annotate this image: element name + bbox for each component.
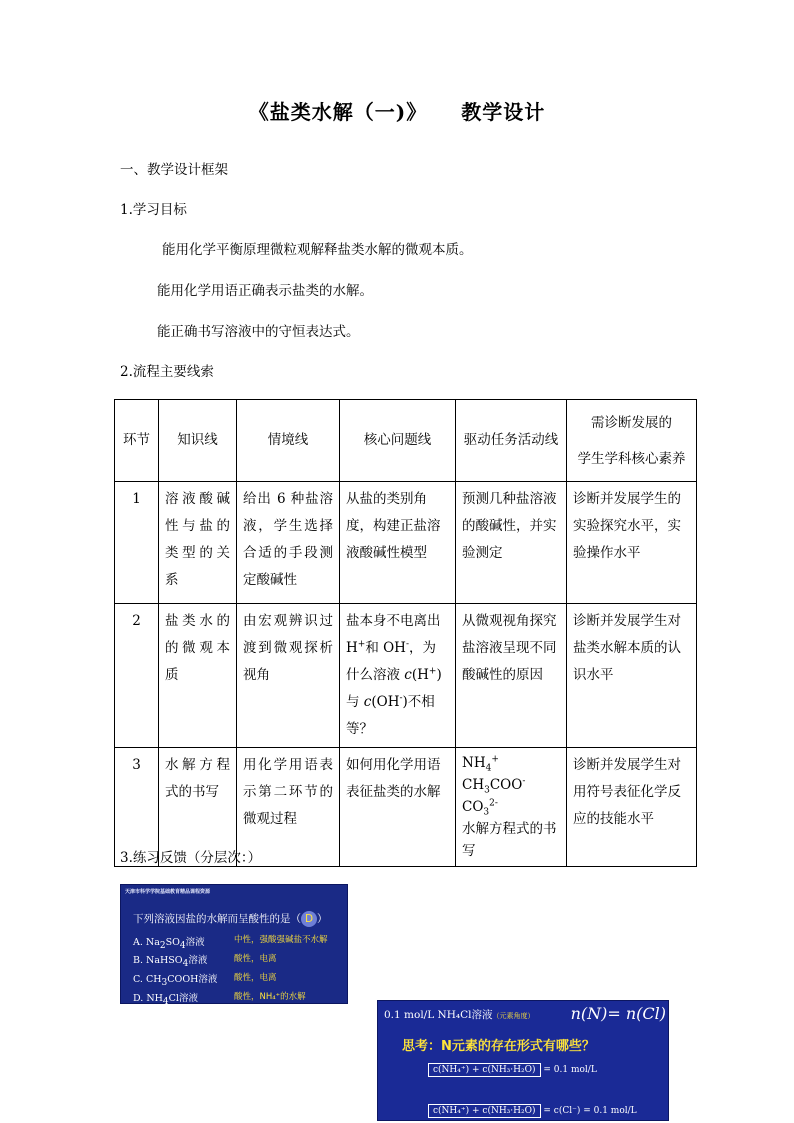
header-line: 需诊断发展的 <box>591 414 672 431</box>
row-task: 从微观视角探究盐溶液呈现不同酸碱性的原因 <box>456 604 567 748</box>
row-literacy: 诊断并发展学生对用符号表征化学反应的技能水平 <box>567 748 697 867</box>
option-c: C. $CH_3COOH$溶液 <box>133 974 218 988</box>
row-num: 1 <box>115 482 159 604</box>
title-main: 《盐类水解（一)》 <box>248 100 428 124</box>
header-cell: 驱动任务活动线 <box>456 400 567 482</box>
row-question: 如何用化学用语表征盐类的水解 <box>340 748 456 867</box>
option-a-note: 中性，强酸强碱盐不水解 <box>234 935 328 945</box>
practice-slide-2 <box>377 1000 669 1121</box>
row-knowledge: 溶液酸碱性与盐的类型的关系 <box>159 482 237 604</box>
goal-item-1: 能用化学平衡原理微粒观解释盐类水解的微观本质。 <box>162 242 473 258</box>
row-num: 2 <box>115 604 159 748</box>
row-literacy: 诊断并发展学生的实验探究水平，实验操作水平 <box>567 482 697 604</box>
option-b: B. NaHSO$_4$溶液 <box>133 955 208 969</box>
goal-item-2: 能用化学用语正确表示盐类的水解。 <box>157 283 373 299</box>
design-table <box>114 399 697 867</box>
option-b-note: 酸性，电离 <box>234 954 277 964</box>
option-d-note: 酸性，NH₄⁺的水解 <box>234 992 306 1002</box>
table-row <box>115 604 697 748</box>
header-line: 学生学科核心素养 <box>577 450 686 467</box>
practice-heading: 3.练习反馈（分层次：） <box>120 850 262 866</box>
equation-2: c(NH₄⁺) + c(NH₃·H₂O) = c(Cl⁻) = 0.1 mol/L <box>428 1104 637 1118</box>
slide2-relation: n(N)= n(Cl) <box>570 1004 666 1023</box>
row-context: 由宏观辨识过渡到微观探析视角 <box>237 604 340 748</box>
option-a: A. $Na_2SO_4$溶液 <box>133 937 205 951</box>
row-num: 3 <box>115 748 159 867</box>
row-literacy: 诊断并发展学生对盐类水解本质的认识水平 <box>567 604 697 748</box>
page-title <box>0 96 794 125</box>
row-task: $NH_4^+$ $CH_3COO^-CO_3^{2-}$ 水解方程式的书写 <box>456 748 567 867</box>
option-d: D. $NH_4Cl$溶液 <box>133 993 198 1007</box>
row-question: 从盐的类别角度，构建正盐溶液酸碱性模型 <box>340 482 456 604</box>
header-cell: 知识线 <box>159 400 237 482</box>
row-context: 用化学用语表示第二环节的微观过程 <box>237 748 340 867</box>
goal-item-3: 能正确书写溶液中的守恒表达式。 <box>157 324 360 340</box>
table-row <box>115 482 697 604</box>
practice-slide-1 <box>120 884 348 1007</box>
header-cell: 核心问题线 <box>340 400 456 482</box>
slide-question: 下列溶液因盐的水解而呈酸性的是（ D ） <box>133 913 328 925</box>
header-cell <box>567 400 697 482</box>
row-knowledge: 水解方程式的书写 <box>159 748 237 867</box>
section-heading: 一、教学设计框架 <box>120 162 228 178</box>
row-question: 盐本身不电离出 H+和 OH-，为什么溶液 c(H+)与 c(OH-)不相等？ <box>340 604 456 748</box>
slide2-think: 思考：N元素的存在形式有哪些？ <box>402 1039 595 1054</box>
header-cell: 情境线 <box>237 400 340 482</box>
flow-heading: 2.流程主要线索 <box>120 364 214 380</box>
option-c-note: 酸性，电离 <box>234 973 277 983</box>
answer-badge: D <box>301 911 317 927</box>
slide-header: 天津市科学学院基础教育精品课程资源 <box>125 889 211 895</box>
row-knowledge: 盐类水的的微观本质 <box>159 604 237 748</box>
header-cell: 环节 <box>115 400 159 482</box>
title-suffix: 教学设计 <box>461 100 546 124</box>
equation-1: c(NH₄⁺) + c(NH₃·H₂O) = 0.1 mol/L <box>428 1063 597 1077</box>
row-context: 给出 6 种盐溶液，学生选择合适的手段测定酸碱性 <box>237 482 340 604</box>
goals-heading: 1.学习目标 <box>120 202 187 218</box>
slide2-head: 0.1 mol/L NH₄Cl溶液（元素角度） <box>384 1009 535 1021</box>
table-header-row <box>115 400 697 482</box>
row-task: 预测几种盐溶液的酸碱性，并实验测定 <box>456 482 567 604</box>
